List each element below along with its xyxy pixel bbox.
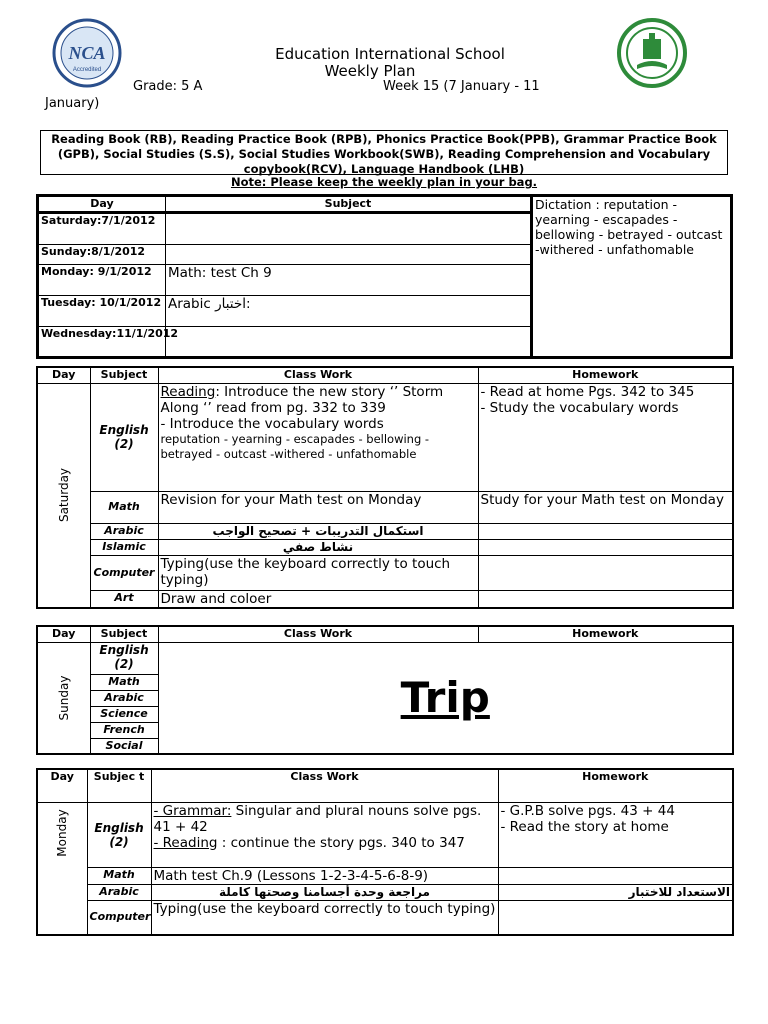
mon-arabic-subject: Arabic [87,884,151,900]
monday-table [36,768,734,936]
sat-english-subject: English (2) [90,383,158,491]
sun-subject-science: Science [90,706,158,722]
keep-plan-note: Note: Please keep the weekly plan in your bag. [230,175,538,189]
sat-col-subject: Subject [90,367,158,383]
sat-english-hw-2: - Study the vocabulary words [480,399,679,416]
mon-math-classwork: Math test Ch.9 (Lessons 1-2-3-4-5-6-8-9) [151,867,498,884]
sat-col-classwork: Class Work [158,367,478,383]
sun-col-homework: Homework [478,626,733,642]
week-label: Week 15 (7 January - 11 [383,79,540,94]
sat-english-classwork [158,383,478,491]
sat-arabic-classwork: استكمال التدريبات + تصحيح الواجب [158,523,478,539]
mon-math-homework [498,867,733,884]
mon-arabic-homework: الاستعداد للاختبار [498,884,733,900]
summary-day-monday: Monday: 9/1/2012 [38,265,166,296]
sat-english-homework [478,383,733,491]
sat-art-homework [478,590,733,608]
mon-grammar-label: - Grammar: [153,802,232,819]
summary-day-wednesday: Wednesday:11/1/2012 [38,327,166,358]
mon-computer-homework [498,900,733,935]
sat-islamic-classwork: نشاط صفي [158,539,478,555]
mon-english-classwork [151,802,498,867]
sunday-table [36,625,734,755]
sun-col-classwork: Class Work [158,626,478,642]
summary-day-header: Day [38,196,166,213]
mon-day-label: Monday [55,808,70,857]
summary-subject-wednesday [166,327,532,358]
mon-math-subject: Math [87,867,151,884]
summary-subject-monday: Math: test Ch 9 [166,265,532,296]
dictation-cell: Dictation : reputation - yearning - escapades - bellowing - betrayed - outcast -withered - unfathomable [532,196,732,358]
sat-arabic-homework [478,523,733,539]
mon-grammar-text: Singular and plural nouns solve pgs. 41 + 42 [153,802,482,835]
sat-english-cw-3: reputation - yearning - escapades - bellowing - betrayed - outcast -withered - unfathomable [160,431,430,461]
svg-text:Accredited: Accredited [72,67,102,73]
sat-col-homework: Homework [478,367,733,383]
mon-english-hw-1: - G.P.B solve pgs. 43 + 44 [500,802,675,819]
mon-english-hw-2: - Read the story at home [500,818,669,835]
sat-islamic-subject: Islamic [90,539,158,555]
summary-day-sunday: Sunday:8/1/2012 [38,245,166,265]
sat-col-day: Day [37,367,90,383]
trip-label: Trip [400,672,490,722]
sun-col-subject: Subject [90,626,158,642]
sat-math-subject: Math [90,491,158,523]
sat-english-cw-2: - Introduce the vocabulary words [160,415,384,432]
mon-arabic-classwork: مراجعة وحدة أجسامنا وصحتها كاملة [151,884,498,900]
mon-english-homework [498,802,733,867]
sat-computer-classwork: Typing(use the keyboard correctly to touch typing) [158,555,478,590]
sun-col-day: Day [37,626,90,642]
mon-reading-label: - Reading [153,834,218,851]
mon-day-cell [37,802,87,935]
week-label-cont: January) [45,96,100,111]
saturday-table [36,366,734,609]
sat-arabic-subject: Arabic [90,523,158,539]
summary-table [36,194,733,359]
sat-art-classwork: Draw and coloer [158,590,478,608]
sat-day-label: Saturday [56,467,71,523]
summary-subject-sunday [166,245,532,265]
sat-day-cell [37,383,90,608]
sat-reading-label: Reading [160,383,216,400]
sun-subject-arabic: Arabic [90,690,158,706]
mon-computer-subject: Computer [87,900,151,935]
mon-col-day: Day [37,769,87,802]
mon-col-subject: Subjec t [87,769,151,802]
sat-art-subject: Art [90,590,158,608]
sun-day-label: Sunday [56,675,71,721]
sun-subject-social: Social [90,738,158,754]
plan-title: Weekly Plan [324,62,416,80]
sat-islamic-homework [478,539,733,555]
books-legend-box [40,130,728,175]
sun-day-cell [37,642,90,754]
svg-text:NCA: NCA [68,43,106,63]
summary-day-tuesday: Tuesday: 10/1/2012 [38,296,166,327]
school-name: Education International School [275,45,505,63]
sun-subject-french: French [90,722,158,738]
summary-subject-tuesday: Arabic اختبار: [166,296,532,327]
sat-math-homework: Study for your Math test on Monday [478,491,733,523]
mon-reading-text: : continue the story pgs. 340 to 347 [217,834,465,851]
sat-english-hw-1: - Read at home Pgs. 342 to 345 [480,383,695,400]
sat-math-classwork: Revision for your Math test on Monday [158,491,478,523]
mon-col-homework: Homework [498,769,733,802]
sat-computer-homework [478,555,733,590]
sun-trip-cell [158,642,733,754]
mon-computer-classwork: Typing(use the keyboard correctly to touch typing) [151,900,498,935]
books-legend-text: Reading Book (RB), Reading Practice Book (RPB), Phonics Practice Book(PPB), Grammar Practice Book (GPB), Social Studies (S.S), Social Studies Workbook(SWB), Reading Comprehension and Vocabulary copybook(RCV), Language Handbook (LHB) [51,132,717,176]
summary-day-saturday: Saturday:7/1/2012 [38,213,166,245]
mon-english-subject: English (2) [87,802,151,867]
summary-subject-saturday [166,213,532,245]
sat-computer-subject: Computer [90,555,158,590]
grade-label: Grade: 5 A [133,79,203,94]
summary-subject-header: Subject [166,196,532,213]
sat-english-cw-1: : Introduce the new story ‘’ Storm Along ‘’ read from pg. 332 to 339 [160,383,444,416]
sun-subject-math: Math [90,674,158,690]
sun-subject-english: English (2) [90,642,158,674]
mon-col-classwork: Class Work [151,769,498,802]
